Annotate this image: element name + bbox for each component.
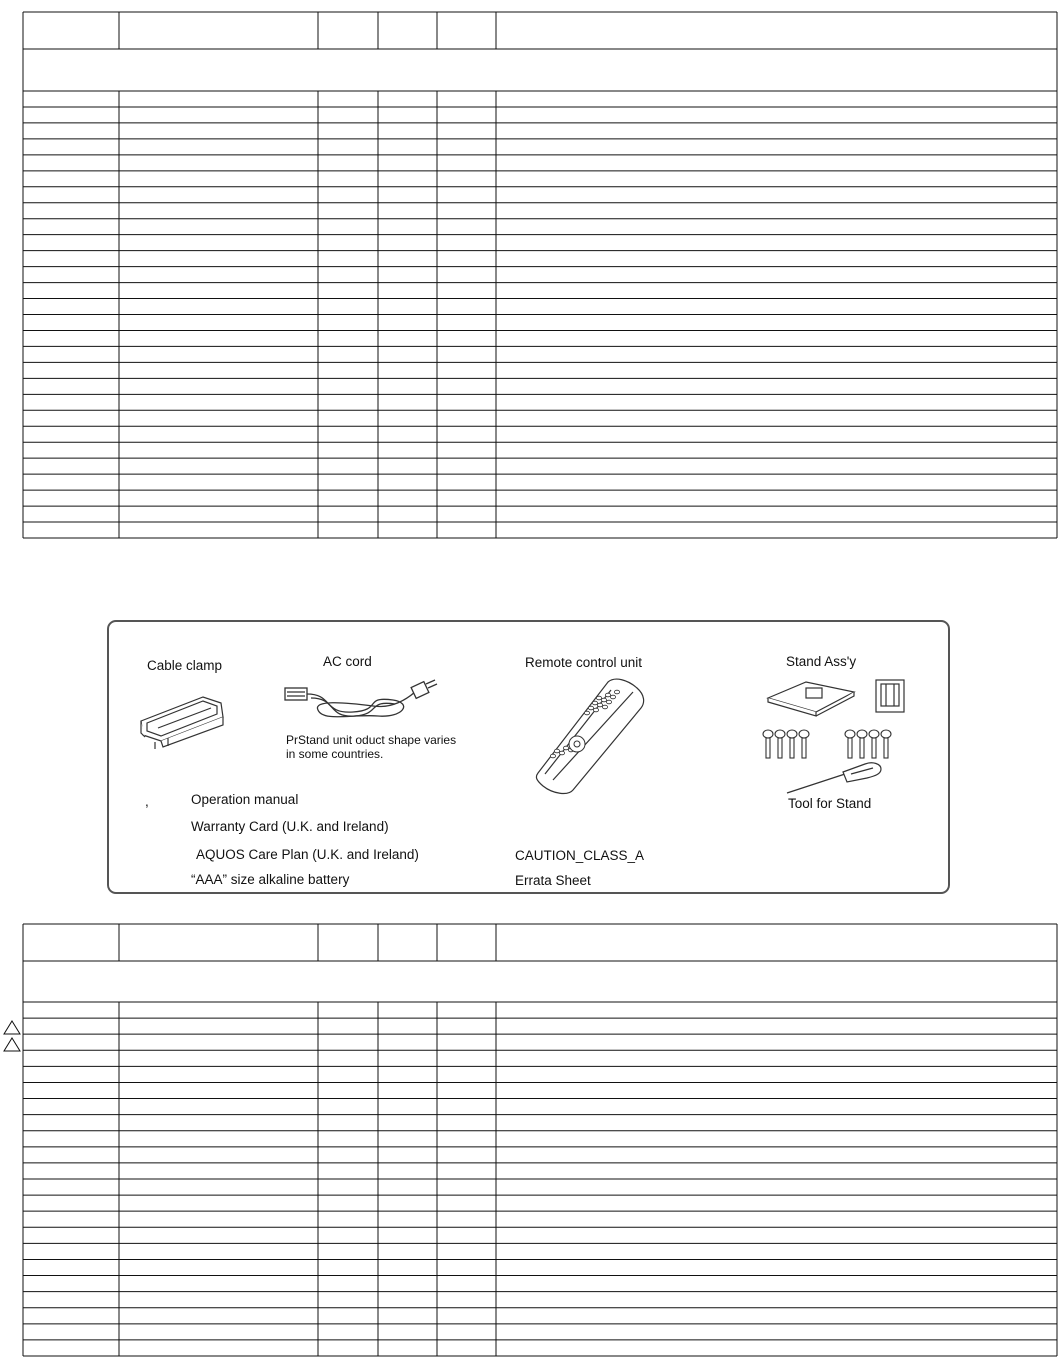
- battery-label: “AAA” size alkaline battery: [191, 872, 350, 887]
- remote-control-icon: [533, 678, 648, 796]
- remote-button: [606, 700, 611, 704]
- screw: [799, 730, 809, 738]
- remote-button: [601, 698, 606, 702]
- screw: [845, 730, 855, 738]
- remote-button: [592, 701, 597, 705]
- screw-shaft: [872, 738, 876, 758]
- remote-button: [605, 693, 610, 697]
- remote-button: [559, 751, 564, 755]
- remote-control-label: Remote control unit: [525, 655, 643, 670]
- safety-triangle-icon: [3, 1020, 21, 1035]
- stand-assy-label: Stand Ass'y: [786, 654, 857, 669]
- parts-table-top: [0, 0, 1060, 560]
- screw-shaft: [860, 738, 864, 758]
- remote-button: [593, 708, 598, 712]
- screw: [881, 730, 891, 738]
- ac-cord-note-line1: PrStand unit oduct shape varies: [286, 733, 457, 747]
- care-plan-label: AQUOS Care Plan (U.K. and Ireland): [196, 847, 419, 862]
- ac-cord-icon: [283, 678, 443, 726]
- screw: [775, 730, 785, 738]
- ac-cord-note-line2: in some countries.: [286, 747, 384, 761]
- remote-button: [554, 749, 559, 753]
- remote-button: [596, 696, 601, 700]
- screw-shaft: [884, 738, 888, 758]
- screw-shaft: [802, 738, 806, 758]
- ac-cord-label: AC cord: [323, 654, 372, 669]
- cable-clamp-icon: [133, 683, 233, 753]
- screw: [857, 730, 867, 738]
- screw-shaft: [790, 738, 794, 758]
- screw: [763, 730, 773, 738]
- remote-button: [602, 705, 607, 709]
- remote-button: [563, 746, 568, 750]
- screw: [869, 730, 879, 738]
- remote-button: [614, 690, 619, 694]
- remote-button: [550, 754, 555, 758]
- screw-shaft: [778, 738, 782, 758]
- screw-shaft: [766, 738, 770, 758]
- caution-class-label: CAUTION_CLASS_A: [515, 848, 645, 863]
- remote-button: [588, 706, 593, 710]
- screw: [787, 730, 797, 738]
- safety-triangle-icon: [3, 1037, 21, 1052]
- remote-button: [584, 711, 589, 715]
- warranty-card-label: Warranty Card (U.K. and Ireland): [191, 819, 389, 834]
- errata-sheet-label: Errata Sheet: [515, 873, 591, 888]
- comma-mark: ,: [145, 794, 149, 809]
- operation-manual-label: Operation manual: [191, 792, 299, 807]
- cable-clamp-label: Cable clamp: [147, 658, 223, 673]
- screw-shaft: [848, 738, 852, 758]
- tool-for-stand-label: Tool for Stand: [788, 796, 872, 811]
- screwdriver-icon: [785, 760, 885, 796]
- stand-base-icon: [766, 674, 916, 722]
- remote-button: [610, 695, 615, 699]
- screws-icon: [760, 728, 915, 762]
- remote-button: [597, 703, 602, 707]
